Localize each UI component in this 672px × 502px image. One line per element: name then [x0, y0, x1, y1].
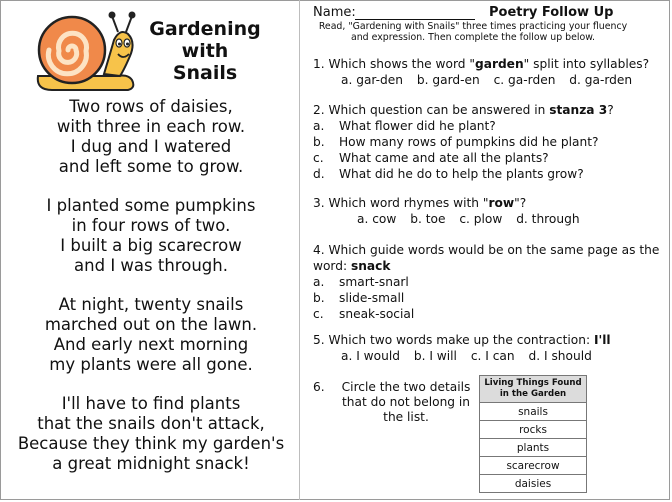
answer-option[interactable]: b. slide-small: [313, 291, 405, 305]
poem-line: in four rows of two.: [71, 216, 231, 235]
table-cell[interactable]: plants: [480, 439, 587, 457]
answer-option[interactable]: c. sneak-social: [313, 307, 415, 321]
answer-option[interactable]: d. I should: [528, 349, 592, 363]
table-cell[interactable]: snails: [480, 403, 587, 421]
stanza-4: [6, 394, 296, 474]
poem-line: and left some to grow.: [58, 157, 244, 176]
answer-option[interactable]: a. What flower did he plant?: [313, 119, 496, 133]
living-things-table: [479, 375, 587, 493]
table-cell[interactable]: daisies: [480, 475, 587, 493]
answer-option[interactable]: a. gar-den: [341, 73, 404, 87]
question-5: 5. Which two words make up the contraction: I'll a. I would b. I will c. I can d. I should: [313, 333, 611, 363]
poem-line: I dug and I watered: [70, 137, 232, 156]
stanza-1: [6, 97, 296, 177]
follow-up-heading: Poetry Follow Up: [489, 5, 614, 20]
poem-line: And early next morning: [53, 335, 249, 354]
poem-line: my plants were all gone.: [49, 355, 253, 374]
answer-option[interactable]: c. I can: [470, 349, 515, 363]
q4-keyword: snack: [350, 259, 391, 273]
poem-line: with three in each row.: [56, 117, 246, 136]
q3-keyword: row: [488, 196, 515, 210]
name-label: Name:: [313, 5, 356, 20]
poem-line: Two rows of daisies,: [69, 97, 233, 116]
poem-title: [130, 18, 280, 84]
poem-line: I built a big scarecrow: [60, 236, 242, 255]
column-divider: [299, 0, 300, 500]
answer-option[interactable]: b. How many rows of pumpkins did he plant?: [313, 135, 599, 149]
poem-line: marched out on the lawn.: [44, 315, 258, 334]
answer-option[interactable]: b. I will: [413, 349, 457, 363]
table-cell[interactable]: rocks: [480, 421, 587, 439]
stanza-3: [6, 295, 296, 375]
title-line: with: [181, 40, 229, 62]
answer-option[interactable]: c. ga-rden: [493, 73, 556, 87]
answer-option[interactable]: d. What did he do to help the plants grow?: [313, 167, 584, 181]
question-1: 1. Which shows the word "garden" split into syllables? a. gar-den b. gard-en c. ga-rden d. ga-rden: [313, 57, 650, 87]
answer-option[interactable]: a. I would: [341, 349, 400, 363]
q5-keyword: I'll: [593, 333, 611, 347]
table-header: Living Things Found in the Garden: [480, 376, 587, 403]
title-line: Snails: [172, 62, 238, 84]
poem-line: I'll have to find plants: [61, 394, 241, 413]
instructions: Read, "Gardening with Snails" three times practicing your fluency and expression. Then complete the follow up below.: [318, 21, 628, 43]
answer-option[interactable]: d. ga-rden: [569, 73, 633, 87]
question-2: 2. Which question can be answered in stanza 3? a. What flower did he plant? b. How many rows of pumpkins did he plant? c. What came and ate all the plants? d. What did he do to help the plants grow?: [313, 102, 663, 182]
poem-line: At night, twenty snails: [58, 295, 244, 314]
answer-option[interactable]: a. smart-snarl: [313, 275, 409, 289]
poem-line: and I was through.: [74, 256, 228, 275]
question-4: 4. Which guide words would be on the same page as the word: snack a. smart-snarl b. slide-small c. sneak-social: [313, 242, 663, 322]
title-line: Gardening: [149, 18, 261, 40]
poem-line: that the snails don't attack,: [37, 414, 265, 433]
answer-option[interactable]: b. gard-en: [416, 73, 480, 87]
poem-line: I planted some pumpkins: [46, 196, 256, 215]
table-cell[interactable]: scarecrow: [480, 457, 587, 475]
answer-option[interactable]: c. plow: [459, 212, 503, 226]
answer-option[interactable]: d. through: [516, 212, 580, 226]
q1-keyword: garden: [475, 57, 524, 71]
answer-option[interactable]: b. toe: [410, 212, 446, 226]
answer-option[interactable]: c. What came and ate all the plants?: [313, 151, 549, 165]
answer-option[interactable]: a. cow: [357, 212, 397, 226]
poem-body: [6, 97, 296, 493]
question-3: 3. Which word rhymes with "row"? a. cow b. toe c. plow d. through: [313, 196, 580, 226]
stanza-2: [6, 196, 296, 276]
q2-keyword: stanza 3: [549, 103, 608, 117]
name-blank[interactable]: [355, 19, 475, 20]
snail-illustration: [32, 10, 140, 96]
poem-line: Because they think my garden's: [17, 434, 285, 453]
poem-line: a great midnight snack!: [52, 454, 250, 473]
